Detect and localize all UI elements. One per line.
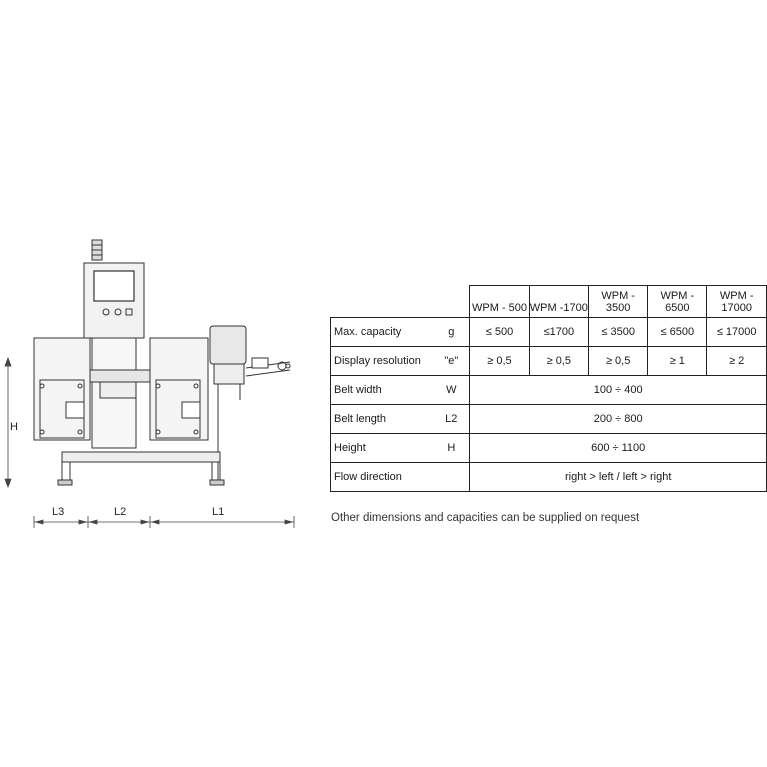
touch-screen [94, 271, 134, 301]
model-header: WPM -1700 [529, 286, 589, 318]
model-header: WPM - 17000 [707, 286, 767, 318]
row-label: Flow direction [331, 463, 438, 492]
table-row [331, 405, 767, 434]
row-label: Height [331, 434, 438, 463]
table-cell: ≥ 0,5 [470, 347, 529, 376]
left-infeed-guard [34, 338, 90, 440]
l1-dimension-label: L1 [212, 506, 225, 518]
machine-drawing [0, 230, 320, 540]
row-symbol: "e" [437, 347, 470, 376]
row-symbol: g [437, 318, 470, 347]
table-header-row [331, 286, 767, 318]
height-dimension-label: H [10, 421, 18, 433]
table-cell: right > left / left > right [470, 463, 767, 492]
row-symbol [437, 463, 470, 492]
table-cell: 600 ÷ 1100 [470, 434, 767, 463]
row-symbol: L2 [437, 405, 470, 434]
table-cell: ≥ 0,5 [529, 347, 589, 376]
model-header: WPM - 500 [470, 286, 529, 318]
table-row [331, 463, 767, 492]
row-label: Display resolution [331, 347, 438, 376]
table-corner [331, 286, 470, 318]
l3-dimension-label: L3 [52, 506, 65, 518]
reject-motor [210, 326, 246, 364]
table-row [331, 434, 767, 463]
row-symbol: W [437, 376, 470, 405]
base-frame [62, 452, 220, 462]
right-outfeed-guard [150, 338, 208, 440]
l2-dimension-label: L2 [114, 506, 127, 518]
spec-table [330, 285, 767, 492]
row-label: Belt width [331, 376, 438, 405]
footnote: Other dimensions and capacities can be supplied on request [331, 512, 640, 524]
table-cell: 100 ÷ 400 [470, 376, 767, 405]
model-header: WPM - 3500 [589, 286, 648, 318]
table-cell: ≤ 17000 [707, 318, 767, 347]
row-symbol: H [437, 434, 470, 463]
table-cell: ≤ 3500 [589, 318, 648, 347]
row-label: Max. capacity [331, 318, 438, 347]
table-cell: ≤ 6500 [648, 318, 707, 347]
table-cell: ≥ 2 [707, 347, 767, 376]
table-cell: ≥ 1 [648, 347, 707, 376]
table-row [331, 376, 767, 405]
table-row [331, 347, 767, 376]
table-cell: ≥ 0,5 [589, 347, 648, 376]
weigh-conveyor [86, 370, 150, 382]
table-row [331, 318, 767, 347]
table-cell: 200 ÷ 800 [470, 405, 767, 434]
table-cell: ≤1700 [529, 318, 589, 347]
table-cell: ≤ 500 [470, 318, 529, 347]
row-label: Belt length [331, 405, 438, 434]
model-header: WPM - 6500 [648, 286, 707, 318]
